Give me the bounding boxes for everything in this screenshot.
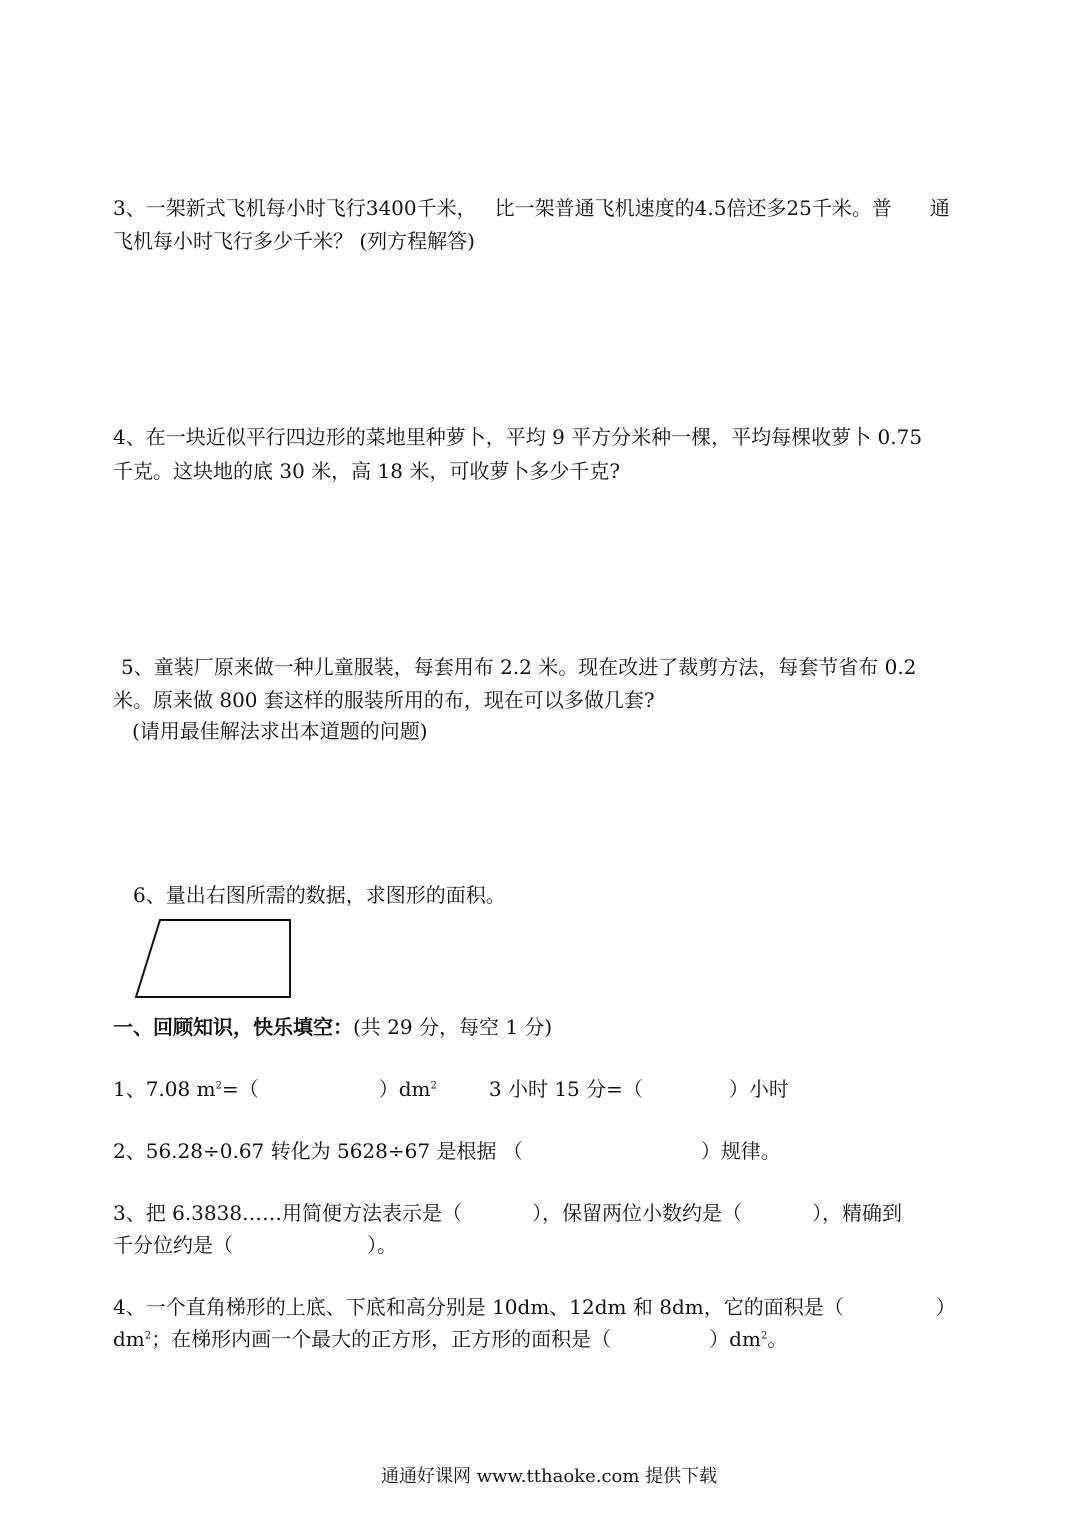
q1-text-d: 3 小时 15 分=（ (488, 1077, 643, 1101)
problem-3-text-c: 通 (929, 196, 950, 220)
section-1-title (113, 1015, 552, 1039)
q4-text-line2-a: dm (113, 1327, 145, 1351)
q1-sup-1: 2 (215, 1080, 222, 1092)
q4-text-line2-c: ）dm (709, 1327, 761, 1351)
question-4-line-2 (113, 1327, 787, 1351)
q1-text-e: ）小时 (728, 1077, 789, 1101)
trapezoid-shape (136, 920, 290, 997)
trapezoid-figure (130, 915, 300, 1005)
q1-text-b: =（ (221, 1077, 259, 1101)
problem-4-line-2: 千克。这块地的底 30 米，高 18 米，可收萝卜多少千克? (113, 459, 621, 483)
q3-text-b: ），保留两位小数约是（ (532, 1201, 743, 1225)
q2-text-b: ）规律。 (700, 1139, 781, 1163)
footer-text: 通通好课网 www.tthaoke.com 提供下载 (381, 1466, 718, 1487)
problem-6-line-1: 6、量出右图所需的数据，求图形的面积。 (133, 883, 506, 907)
q1-sup-2: 2 (430, 1080, 437, 1092)
q3-text-line2-a: 千分位约是（ (113, 1233, 233, 1257)
question-3-line-2 (113, 1233, 397, 1257)
problem-3-line-1 (113, 196, 950, 220)
problem-3-text-b: 比一架普通飞机速度的4.5倍还多25千米。普 (494, 196, 892, 220)
question-3-line-1 (113, 1201, 902, 1225)
q3-text-a: 3、把 6.3838……用简便方法表示是（ (113, 1201, 463, 1225)
section-1-title-bold: 一、回顾知识，快乐填空： (113, 1015, 353, 1039)
q4-text-b: ） (935, 1295, 956, 1319)
q1-text-c: ）dm (378, 1077, 431, 1101)
q4-sup-1: 2 (144, 1330, 152, 1342)
q4-text-a: 4、一个直角梯形的上底、下底和高分别是 10dm、12dm 和 8dm，它的面积是（ (113, 1295, 844, 1319)
question-1 (113, 1077, 789, 1101)
problem-5-line-3: (请用最佳解法求出本道题的问题) (132, 719, 428, 743)
q2-text-a: 2、56.28÷0.67 转化为 5628÷67 是根据 （ (113, 1139, 523, 1163)
problem-5-line-1: 5、童装厂原来做一种儿童服装，每套用布 2.2 米。现在改进了裁剪方法，每套节省布 0.2 (121, 655, 917, 679)
question-2 (113, 1139, 781, 1163)
section-1-title-rest: (共 29 分，每空 1 分) (353, 1015, 553, 1039)
q3-text-c: ），精确到 (812, 1201, 903, 1225)
problem-3-text-a: 3、一架新式飞机每小时飞行3400千米， (113, 196, 477, 220)
problem-5-line-2: 米。原来做 800 套这样的服装所用的布，现在可以多做几套? (113, 688, 655, 712)
question-4-line-1 (113, 1295, 956, 1319)
problem-4-line-1: 4、在一块近似平行四边形的菜地里种萝卜，平均 9 平方分米种一棵，平均每棵收萝卜 0.75 (113, 425, 923, 449)
q4-text-line2-d: 。 (767, 1327, 788, 1351)
q4-sup-2: 2 (760, 1330, 768, 1342)
q1-text-a: 1、7.08 m (113, 1077, 216, 1101)
q3-text-line2-b: ）。 (367, 1233, 397, 1257)
q4-text-line2-b: ；在梯形内画一个最大的正方形，正方形的面积是（ (151, 1327, 612, 1351)
problem-3-line-2: 飞机每小时飞行多少千米？ (列方程解答) (113, 229, 475, 253)
